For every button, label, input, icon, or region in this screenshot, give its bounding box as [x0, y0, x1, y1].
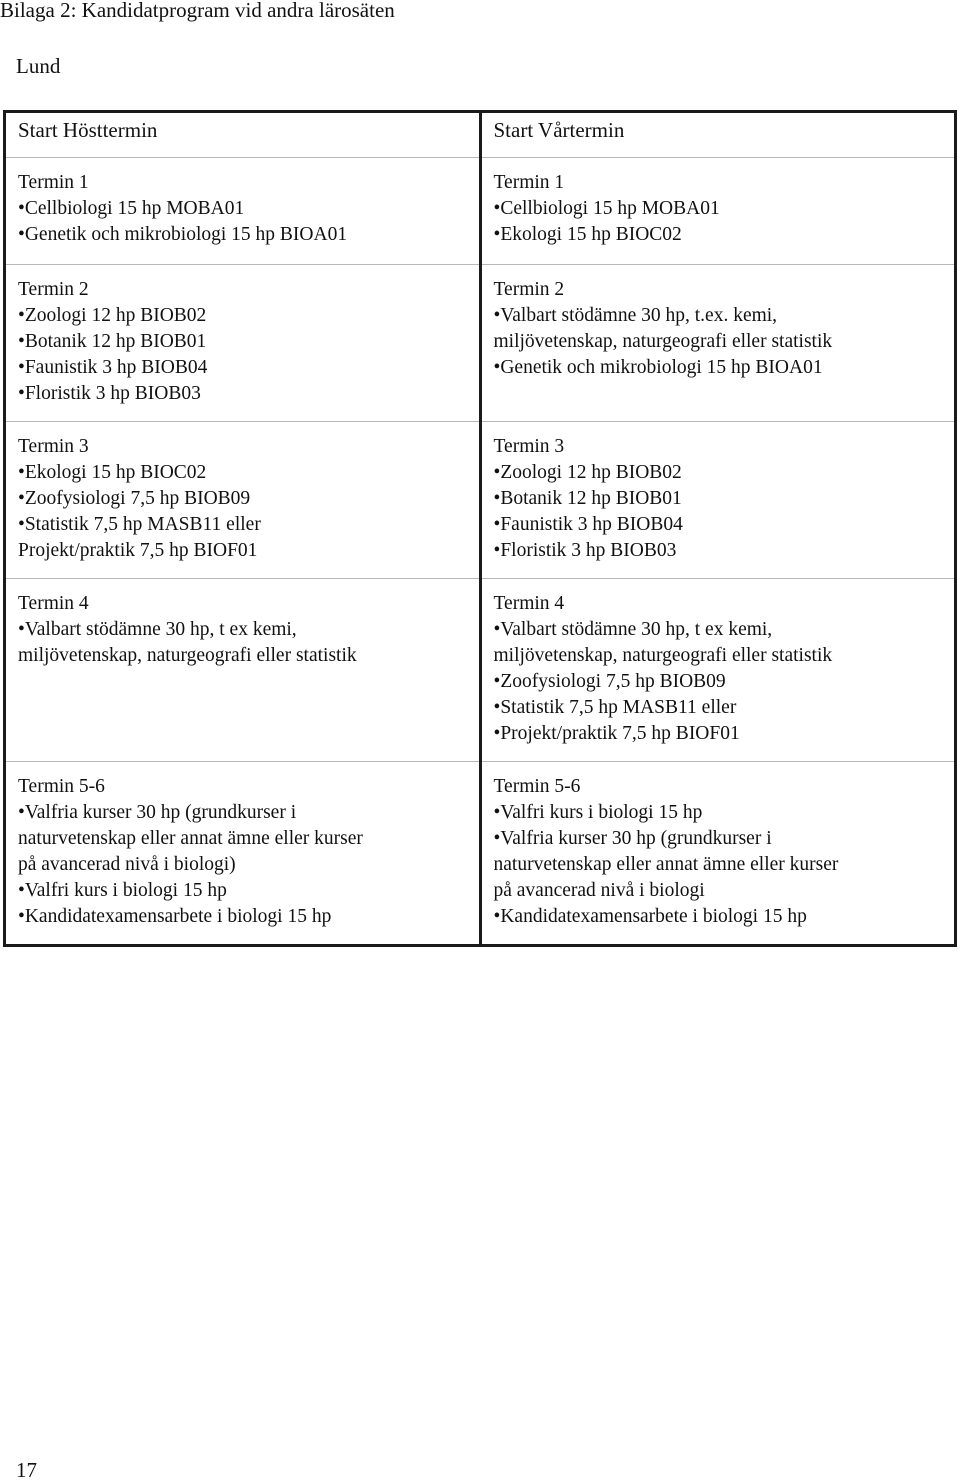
- course-line: Projekt/praktik 7,5 hp BIOF01: [18, 540, 258, 561]
- page-number: 17: [16, 1458, 37, 1482]
- course-line: •Zoologi 12 hp BIOB02: [18, 305, 207, 326]
- course-line: •Floristik 3 hp BIOB03: [18, 383, 201, 404]
- spring-term-4: [494, 579, 945, 761]
- autumn-term-5-6: [18, 762, 469, 944]
- course-line: •Ekologi 15 hp BIOC02: [18, 462, 207, 483]
- course-line: •Statistik 7,5 hp MASB11 eller: [493, 697, 737, 718]
- course-line: •Statistik 7,5 hp MASB11 eller: [18, 514, 261, 535]
- course-line: på avancerad nivå i biologi: [493, 880, 705, 901]
- course-line: •Zoologi 12 hp BIOB02: [493, 462, 682, 483]
- course-line: •Valbart stödämne 30 hp, t.ex. kemi,: [493, 305, 778, 326]
- course-line: •Genetik och mikrobiologi 15 hp BIOA01: [18, 224, 348, 245]
- course-line: miljövetenskap, naturgeografi eller statistik: [493, 645, 833, 666]
- course-line: •Valfri kurs i biologi 15 hp: [18, 880, 227, 901]
- course-line: •Valbart stödämne 30 hp, t ex kemi,: [18, 619, 297, 640]
- term-title: Termin 4: [18, 593, 89, 614]
- spring-column: [480, 112, 956, 946]
- course-line: naturvetenskap eller annat ämne eller kurser: [493, 854, 839, 875]
- term-title: Termin 2: [493, 279, 565, 300]
- course-line: •Projekt/praktik 7,5 hp BIOF01: [493, 723, 740, 744]
- term-title: Termin 3: [493, 436, 565, 457]
- term-title: Termin 3: [18, 436, 89, 457]
- course-line: •Kandidatexamensarbete i biologi 15 hp: [18, 906, 332, 927]
- spring-header: Start Vårtermin: [493, 118, 625, 142]
- course-line: naturvetenskap eller annat ämne eller kurser: [18, 828, 363, 849]
- term-title: Termin 5-6: [18, 776, 105, 797]
- course-line: •Botanik 12 hp BIOB01: [493, 488, 682, 509]
- spring-term-2: [494, 265, 945, 421]
- course-line: •Valfria kurser 30 hp (grundkurser i: [493, 828, 772, 849]
- autumn-header: Start Hösttermin: [18, 118, 158, 142]
- autumn-term-4: [18, 579, 469, 761]
- document-title: Bilaga 2: Kandidatprogram vid andra lärosäten: [0, 0, 395, 22]
- course-line: •Faunistik 3 hp BIOB04: [18, 357, 208, 378]
- course-line: •Floristik 3 hp BIOB03: [493, 540, 677, 561]
- course-line: •Ekologi 15 hp BIOC02: [493, 224, 682, 245]
- course-line: •Faunistik 3 hp BIOB04: [493, 514, 683, 535]
- term-title: Termin 5-6: [493, 776, 581, 797]
- term-title: Termin 4: [493, 593, 565, 614]
- course-line: •Valbart stödämne 30 hp, t ex kemi,: [493, 619, 773, 640]
- course-line: •Genetik och mikrobiologi 15 hp BIOA01: [493, 357, 823, 378]
- spring-term-5-6: [494, 762, 945, 944]
- autumn-term-1: [18, 158, 469, 264]
- course-line: •Cellbiologi 15 hp MOBA01: [18, 198, 245, 219]
- course-line: •Zoofysiologi 7,5 hp BIOB09: [493, 671, 726, 692]
- course-line: på avancerad nivå i biologi): [18, 854, 236, 875]
- autumn-column: [5, 112, 481, 946]
- spring-term-1: [494, 158, 945, 264]
- course-line: miljövetenskap, naturgeografi eller statistik: [493, 331, 833, 352]
- course-line: miljövetenskap, naturgeografi eller statistik: [18, 645, 357, 666]
- course-line: •Zoofysiologi 7,5 hp BIOB09: [18, 488, 251, 509]
- course-line: •Valfri kurs i biologi 15 hp: [493, 802, 703, 823]
- course-line: •Valfria kurser 30 hp (grundkurser i: [18, 802, 297, 823]
- term-title: Termin 1: [493, 172, 565, 193]
- course-line: •Cellbiologi 15 hp MOBA01: [493, 198, 720, 219]
- program-table: [3, 110, 957, 947]
- course-line: •Botanik 12 hp BIOB01: [18, 331, 207, 352]
- autumn-term-2: [18, 265, 469, 421]
- term-title: Termin 1: [18, 172, 89, 193]
- course-line: •Kandidatexamensarbete i biologi 15 hp: [493, 906, 807, 927]
- university-name: Lund: [16, 54, 61, 78]
- spring-term-3: [494, 422, 945, 578]
- term-title: Termin 2: [18, 279, 89, 300]
- autumn-term-3: [18, 422, 469, 578]
